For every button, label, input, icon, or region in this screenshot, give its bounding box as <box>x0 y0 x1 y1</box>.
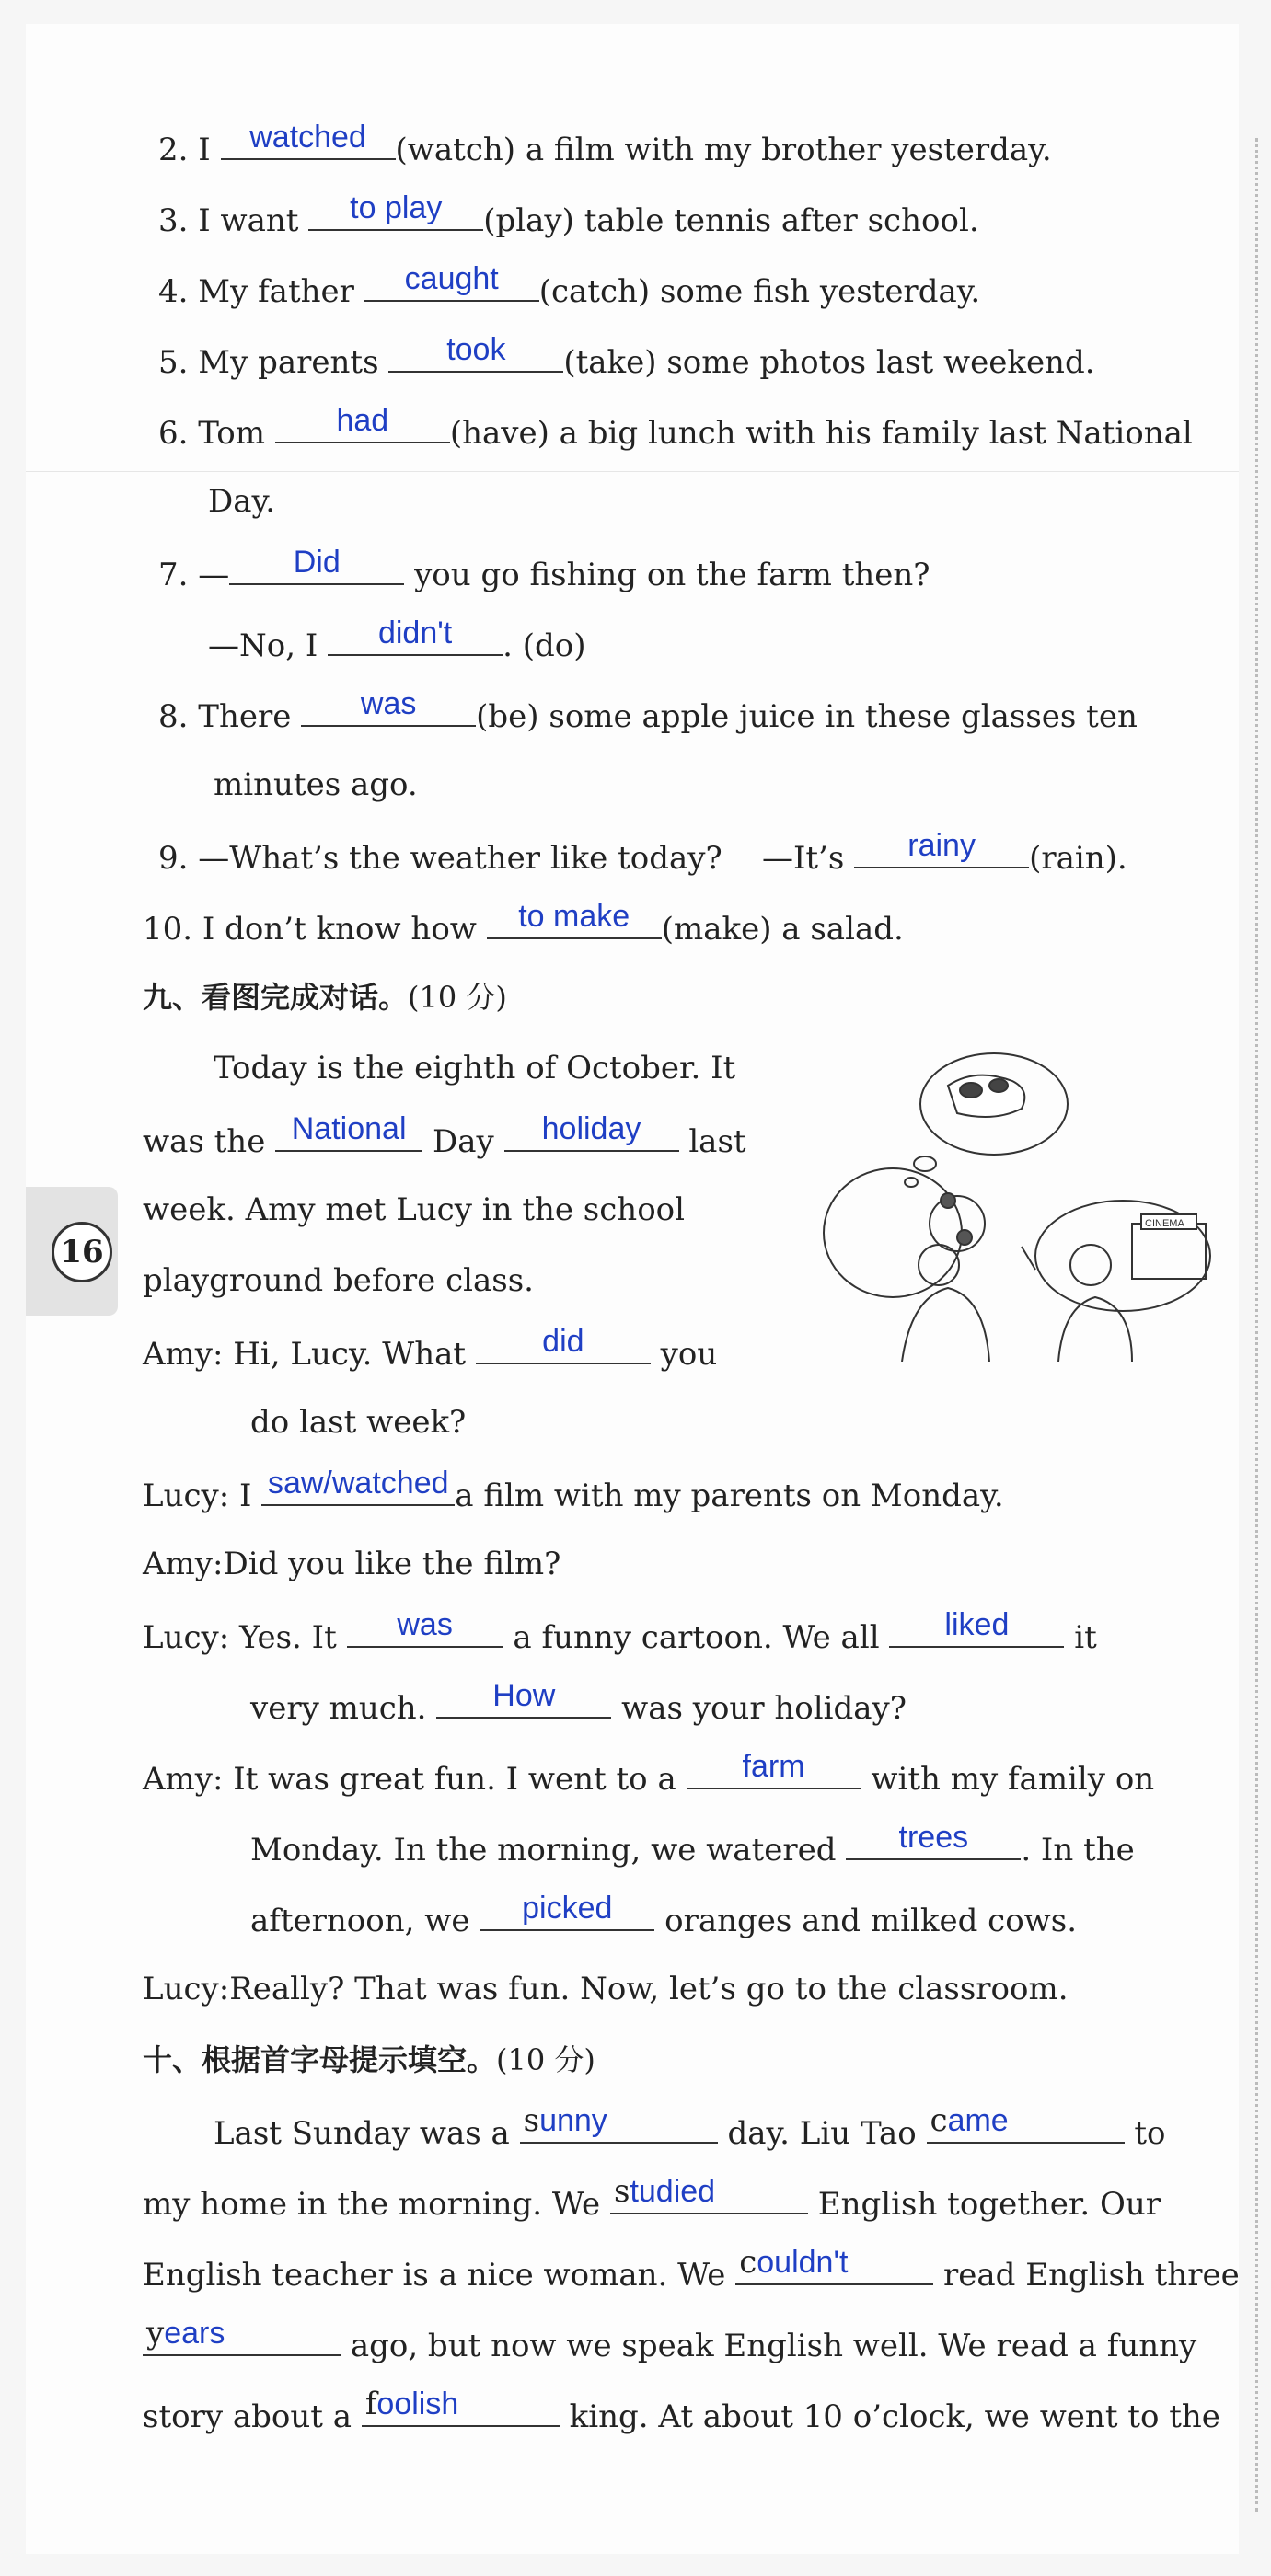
answer-blank[interactable]: sunny <box>520 2112 718 2144</box>
answer-blank[interactable]: holiday <box>504 1121 679 1152</box>
dialogue-5: Amy: It was great fun. I went to a farm with my family on <box>143 1749 1155 1798</box>
passage-line-1: Last Sunday was a sunny day. Liu Tao came to <box>214 2102 1166 2152</box>
item-7-reply: —No, I didn't . (do) <box>208 615 586 664</box>
item-4: 4. My father caught (catch) some fish yesterday. <box>158 261 981 310</box>
answer-blank[interactable]: Did <box>229 554 404 585</box>
dialogue-1: Amy: Hi, Lucy. What did you <box>143 1324 718 1373</box>
answer-blank[interactable]: did <box>476 1333 651 1364</box>
dialogue-5-cont-2: afternoon, we picked oranges and milked cows. <box>250 1891 1078 1939</box>
item-8-continuation: minutes ago. <box>214 766 418 803</box>
dotted-margin-line <box>1255 138 1258 2512</box>
dialogue-3: Amy:Did you like the film? <box>143 1546 561 1582</box>
item-10: 10. I don’t know how to make (make) a salad. <box>143 899 904 948</box>
answer-blank[interactable]: took <box>388 341 563 373</box>
item-7: 7. — Did you go fishing on the farm then? <box>158 545 930 593</box>
intro-line-3: week. Amy met Lucy in the school <box>143 1191 686 1228</box>
section-9-heading: 九、看图完成对话。(10 分) <box>143 980 507 1015</box>
answer-blank[interactable]: had <box>275 412 450 443</box>
item-9: 9. —What’s the weather like today? —It’s rainy (rain). <box>158 828 1127 877</box>
item-5: 5. My parents took (take) some photos last weekend. <box>158 332 1095 381</box>
answer-blank[interactable]: came <box>927 2112 1125 2144</box>
passage-line-4: years ago, but now we speak English well. We read a funny <box>143 2325 1196 2364</box>
dialogue-2: Lucy: I saw/watched a film with my parents on Monday. <box>143 1466 1004 1514</box>
page-number: 16 <box>52 1222 112 1282</box>
dialogue-5-cont-1: Monday. In the morning, we watered trees . In the <box>250 1820 1135 1869</box>
dialogue-1-cont: do last week? <box>250 1404 467 1441</box>
answer-blank[interactable]: years <box>143 2325 341 2356</box>
item-2: 2. I watched (watch) a film with my brother yesterday. <box>158 120 1052 168</box>
passage-line-5: story about a foolish king. At about 10 o’clock, we went to the <box>143 2386 1220 2435</box>
item-3: 3. I want to play (play) table tennis after school. <box>158 190 979 239</box>
answer-blank[interactable]: studied <box>610 2183 808 2214</box>
fold-line <box>26 471 1239 472</box>
dialogue-4-cont: very much. How was your holiday? <box>250 1678 907 1727</box>
answer-blank[interactable]: to make <box>487 908 662 939</box>
answer-blank[interactable]: didn't <box>328 625 503 656</box>
dialogue-6: Lucy:Really? That was fun. Now, let’s go to the classroom. <box>143 1971 1069 2007</box>
answer-blank[interactable]: trees <box>846 1829 1021 1860</box>
intro-line-2: was the National Day holiday last <box>143 1111 746 1160</box>
answer-blank[interactable]: couldn't <box>735 2254 933 2285</box>
answer-blank[interactable]: liked <box>889 1616 1064 1648</box>
intro-line-4: playground before class. <box>143 1262 534 1299</box>
answer-blank[interactable]: farm <box>687 1758 861 1789</box>
answer-blank[interactable]: was <box>301 696 476 727</box>
answer-blank[interactable]: rainy <box>854 837 1029 868</box>
item-6-continuation: Day. <box>208 483 276 520</box>
intro-line-1: Today is the eighth of October. It <box>214 1050 736 1087</box>
answer-blank[interactable]: How <box>436 1687 611 1719</box>
cinema-sign: CINEMA <box>1145 1218 1184 1229</box>
dialogue-4: Lucy: Yes. It was a funny cartoon. We all liked it <box>143 1607 1097 1656</box>
answer-blank[interactable]: caught <box>364 270 539 302</box>
answer-blank[interactable]: picked <box>480 1900 654 1931</box>
answer-blank[interactable]: saw/watched <box>261 1475 455 1506</box>
answer-blank[interactable]: watched <box>221 129 396 160</box>
answer-blank[interactable]: was <box>347 1616 503 1648</box>
passage-line-3: English teacher is a nice woman. We couldn't read English three <box>143 2244 1240 2294</box>
illustration <box>810 1049 1215 1362</box>
section-10-heading: 十、根据首字母提示填空。(10 分) <box>143 2042 595 2077</box>
answer-blank[interactable]: foolish <box>362 2396 560 2427</box>
answer-blank[interactable]: National <box>275 1121 422 1152</box>
page-number-tab <box>26 1187 118 1316</box>
orchard-thought-bubble <box>824 1168 962 1297</box>
item-8: 8. There was (be) some apple juice in these glasses ten <box>158 686 1138 735</box>
item-6: 6. Tom had (have) a big lunch with his family last National <box>158 403 1193 452</box>
passage-line-2: my home in the morning. We studied English together. Our <box>143 2173 1161 2223</box>
answer-blank[interactable]: to play <box>308 200 483 231</box>
